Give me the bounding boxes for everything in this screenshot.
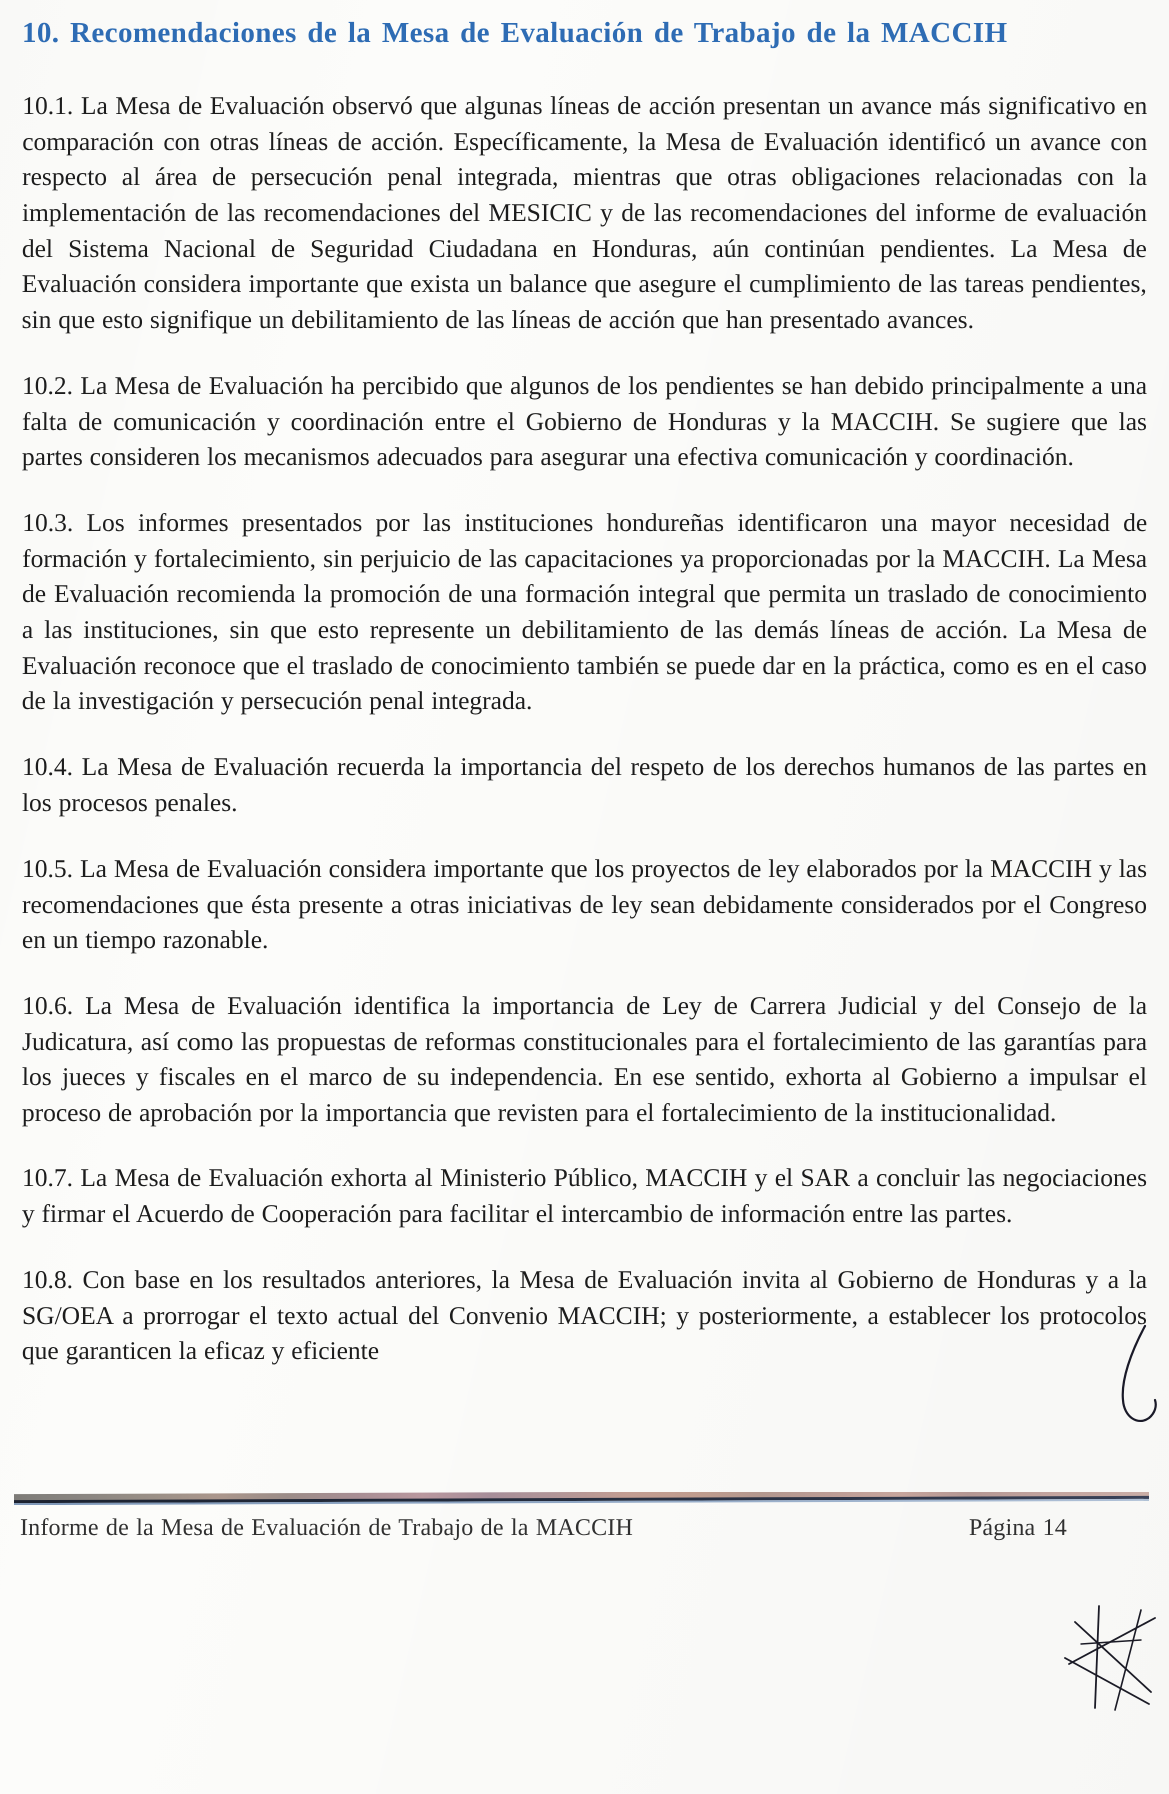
paragraph-10-6: 10.6. La Mesa de Evaluación identifica la importancia de Ley de Carrera Judicial y del Consejo de la Judicatura, así como las propuestas de reformas constitucionales para el fortalecimiento de las garantías para los jueces y fiscales en el marco de su independencia. En ese sentido, exhorta al Gobierno a impulsar el proceso de aprobación por la importancia que revisten para el fortalecimiento de la institucionalidad. [21, 990, 1148, 1127]
footer-row [14, 1515, 1155, 1542]
paragraph-10-7: 10.7. La Mesa de Evaluación exhorta al Ministerio Público, MACCIH y el SAR a concluir las negociaciones y firmar el Acuerdo de Cooperación para facilitar el intercambio de información entre las partes. [21, 1163, 1148, 1229]
paragraph-10-4: 10.4. La Mesa de Evaluación recuerda la importancia del respeto de los derechos humanos de las partes en los procesos penales. [21, 752, 1148, 817]
handwritten-star-mark [1055, 1600, 1165, 1715]
paragraph-10-3: 10.3. Los informes presentados por las instituciones hondureñas identificaron una mayor necesidad de formación y fortalecimiento, sin perjuicio de las capacitaciones ya proporcionadas por la MACCIH. La Mesa de Evaluación recomienda la promoción de una formación integral que permita un traslado de conocimiento a las instituciones, sin que esto represente un debilitamiento de las demás líneas de acción. La Mesa de Evaluación reconoce que el traslado de conocimiento también se puede dar en la práctica, como es en el caso de la investigación y persecución penal integrada. [21, 508, 1148, 716]
paragraph-10-2: 10.2. La Mesa de Evaluación ha percibido que algunos de los pendientes se han debido principalmente a una falta de comunicación y coordinación entre el Gobierno de Honduras y la MACCIH. Se sugiere que las partes consideren los mecanismos adecuados para asegurar una efectiva comunicación y coordinación. [21, 371, 1148, 472]
footer-divider [14, 1492, 1155, 1505]
paragraph-10-1: 10.1. La Mesa de Evaluación observó que algunas líneas de acción presentan un avance más significativo en comparación con otras líneas de acción. Específicamente, la Mesa de Evaluación identificó un avance con respecto al área de persecución penal integrada, mientras que otras obligaciones relacionadas con la implementación de las recomendaciones del MESICIC y de las recomendaciones del informe de evaluación del Sistema Nacional de Seguridad Ciudadana en Honduras, aún continúan pendientes. La Mesa de Evaluación considera importante que exista un balance que asegure el cumplimiento de las tareas pendientes, sin que esto signifique un debilitamiento de las líneas de acción que han presentado avances. [21, 91, 1148, 335]
page-footer [14, 1492, 1155, 1542]
paragraph-10-5: 10.5. La Mesa de Evaluación considera importante que los proyectos de ley elaborados por la MACCIH y las recomendaciones que ésta presente a otras iniciativas de ley sean debidamente considerados por el Congreso en un tiempo razonable. [21, 853, 1148, 955]
footer-page-number: Página 14 [968, 1515, 1068, 1541]
page-title: 10. Recomendaciones de la Mesa de Evaluación de Trabajo de la MACCIH [21, 17, 1008, 49]
footer-document-name: Informe de la Mesa de Evaluación de Trabajo de la MACCIH [19, 1515, 634, 1541]
paragraph-10-8: 10.8. Con base en los resultados anteriores, la Mesa de Evaluación invita al Gobierno de Honduras y a la SG/OEA a prorrogar el texto actual del Convenio MACCIH; y posteriormente, a establecer los protocolos que garanticen la eficaz y eficiente [21, 1264, 1148, 1366]
document-body [22, 8, 1147, 1399]
